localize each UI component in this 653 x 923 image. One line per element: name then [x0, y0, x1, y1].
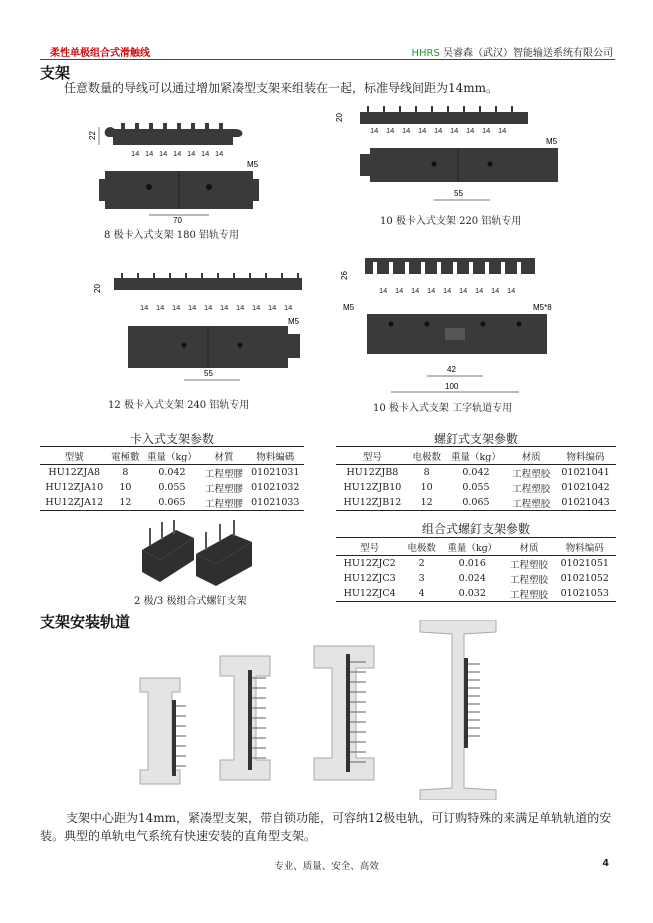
svg-text:14: 14 [172, 303, 181, 312]
section-track-body: 支架中心距为14mm，紧凑型支架，带自锁功能，可容纳12极电轨，可订购特殊的来满足单轨轨道的安装。典型的单轨电气系统有快速安装的直角型支架。 [40, 811, 612, 843]
svg-text:14: 14 [145, 149, 154, 158]
track-profile-3 [314, 646, 374, 780]
svg-text:14: 14 [491, 286, 500, 295]
caption-10-pole: 10 极卡入式支架 220 铝轨专用 [380, 216, 522, 227]
table-header-cell: 電極數 [109, 447, 143, 465]
svg-text:14: 14 [236, 303, 245, 312]
bracket-side-profile [105, 123, 243, 145]
svg-text:14: 14 [402, 126, 411, 135]
table-header-cell: 材质 [507, 447, 555, 465]
track-profile-1 [140, 678, 180, 784]
dim-span-inner: 42 [447, 365, 456, 374]
header-divider [40, 59, 615, 60]
dim-span: 70 [173, 216, 182, 225]
header-company [411, 44, 613, 59]
svg-text:14: 14 [159, 149, 168, 158]
track-profile-ibeam [420, 620, 496, 800]
pitch-labels [140, 303, 292, 312]
pitch-labels [379, 286, 515, 295]
svg-text:14: 14 [201, 149, 210, 158]
dim-span-outer: 100 [445, 382, 459, 391]
combo-bracket-shape [142, 530, 252, 586]
svg-text:14: 14 [498, 126, 507, 135]
bracket-teeth [122, 273, 298, 278]
svg-text:14: 14 [411, 286, 420, 295]
caption-8-pole: 8 极卡入式支架 180 铝轨专用 [104, 230, 239, 241]
caption-ibeam: 10 极卡入式支架 工字轨道专用 [373, 403, 513, 414]
thread-label: M5 [288, 317, 300, 326]
company-name: 吴睿森（武汉）智能输送系统有限公司 [443, 48, 613, 59]
table-header-cell: 电极数 [403, 538, 440, 556]
table-header-cell: 型号 [336, 447, 409, 465]
table-header-cell: 型號 [40, 447, 109, 465]
figure-8-pole-bracket [85, 115, 275, 225]
section-heading-track: 支架安装轨道 [40, 613, 131, 631]
svg-text:14: 14 [370, 126, 379, 135]
svg-text:14: 14 [427, 286, 436, 295]
svg-text:14: 14 [215, 149, 224, 158]
bracket-top-view [99, 171, 259, 209]
table-row: HU12ZJA12 12 0.065 工程塑膠 01021033 [40, 495, 304, 511]
table-header-cell: 重量（kg） [440, 538, 504, 556]
section-heading-bracket: 支架 [40, 64, 71, 82]
table-row: HU12ZJB10 10 0.055 工程塑胶 01021042 [343, 482, 610, 495]
header-product-title: 柔性单极组合式滑触线 [50, 48, 150, 59]
svg-text:14: 14 [173, 149, 182, 158]
table-combo [336, 537, 616, 602]
table-header-cell: 物料編碼 [247, 447, 304, 465]
bracket-side-profile [360, 112, 528, 124]
conductor-lines [176, 662, 480, 766]
svg-text:14: 14 [450, 126, 459, 135]
track-profiles-illustration [128, 620, 508, 800]
svg-text:14: 14 [188, 303, 197, 312]
figure-10-pole-bracket [330, 100, 570, 210]
bracket-teeth [368, 106, 512, 112]
dim-span: 55 [204, 369, 213, 378]
table-header-cell: 材質 [201, 447, 246, 465]
dim-height: 22 [88, 131, 97, 140]
svg-text:14: 14 [220, 303, 229, 312]
svg-text:14: 14 [204, 303, 213, 312]
table-row: HU12ZJC2 2 0.016 工程塑胶 01021051 [343, 558, 609, 571]
svg-text:14: 14 [379, 286, 388, 295]
section-intro: 任意数量的导线可以通过增加紧凑型支架来组装在一起，标准导线间距为14mm。 [64, 81, 499, 95]
pitch-labels [370, 126, 506, 135]
svg-text:14: 14 [284, 303, 293, 312]
caption-combo-bracket: 2 极/3 极组合式螺钉支架 [134, 596, 247, 607]
svg-text:14: 14 [386, 126, 395, 135]
svg-text:14: 14 [482, 126, 491, 135]
thread-label: M5 [546, 137, 558, 146]
brand-mark: HHRS [411, 48, 440, 59]
thread-label: M5 [247, 160, 259, 169]
table-header-cell: 重量（kg） [445, 447, 508, 465]
figure-combo-bracket [136, 520, 266, 590]
table-combo-title: 组合式螺釘支架參數 [421, 522, 530, 536]
bracket-side-profile [114, 278, 302, 290]
table-header-cell: 物料编码 [554, 538, 616, 556]
svg-text:14: 14 [156, 303, 165, 312]
caption-12-pole: 12 极卡入式支架 240 铝轨专用 [108, 400, 250, 411]
bracket-top-view [367, 314, 547, 354]
svg-text:14: 14 [466, 126, 475, 135]
svg-text:14: 14 [268, 303, 277, 312]
table-header-cell: 材质 [504, 538, 553, 556]
thread-label-left: M5 [343, 303, 355, 312]
svg-text:14: 14 [252, 303, 261, 312]
svg-text:14: 14 [507, 286, 516, 295]
table-header-cell: 型号 [336, 538, 403, 556]
table-row: HU12ZJB12 12 0.065 工程塑胶 01021043 [336, 495, 616, 511]
thread-label-right: M5*8 [533, 303, 552, 312]
dim-height: 20 [93, 284, 102, 293]
bracket-top-view [360, 148, 558, 182]
table-snapin [40, 446, 304, 511]
svg-text:14: 14 [140, 303, 149, 312]
table-header-cell: 重量（kg） [142, 447, 201, 465]
dim-span: 55 [454, 189, 463, 198]
page-number: 4 [602, 858, 609, 869]
table-snapin-title: 卡入式支架参数 [129, 432, 214, 446]
table-screw [336, 446, 616, 511]
svg-text:14: 14 [187, 149, 196, 158]
table-row: HU12ZJB8 8 0.042 工程塑胶 01021041 [346, 467, 610, 480]
footer-slogan: 专业、质量、安全、高效 [274, 861, 379, 872]
figure-12-pole-bracket [88, 268, 318, 393]
svg-text:14: 14 [434, 126, 443, 135]
svg-text:14: 14 [459, 286, 468, 295]
figure-ibeam-bracket [335, 252, 565, 397]
svg-text:14: 14 [395, 286, 404, 295]
table-row: HU12ZJA10 10 0.055 工程塑膠 01021032 [45, 482, 300, 495]
bracket-top-view [128, 326, 300, 368]
svg-text:14: 14 [443, 286, 452, 295]
pitch-labels [131, 149, 223, 158]
dim-height: 26 [340, 271, 349, 280]
table-row: HU12ZJA8 8 0.042 工程塑膠 01021031 [48, 467, 300, 480]
table-header-cell: 电极数 [409, 447, 445, 465]
table-row: HU12ZJC4 4 0.032 工程塑胶 01021053 [336, 586, 616, 602]
table-header-cell: 物料编码 [555, 447, 616, 465]
svg-text:14: 14 [131, 149, 140, 158]
table-screw-title: 螺釘式支架參數 [433, 432, 518, 446]
svg-text:14: 14 [475, 286, 484, 295]
dim-height: 20 [335, 113, 344, 122]
table-row: HU12ZJC3 3 0.024 工程塑胶 01021052 [343, 573, 609, 586]
svg-text:14: 14 [418, 126, 427, 135]
